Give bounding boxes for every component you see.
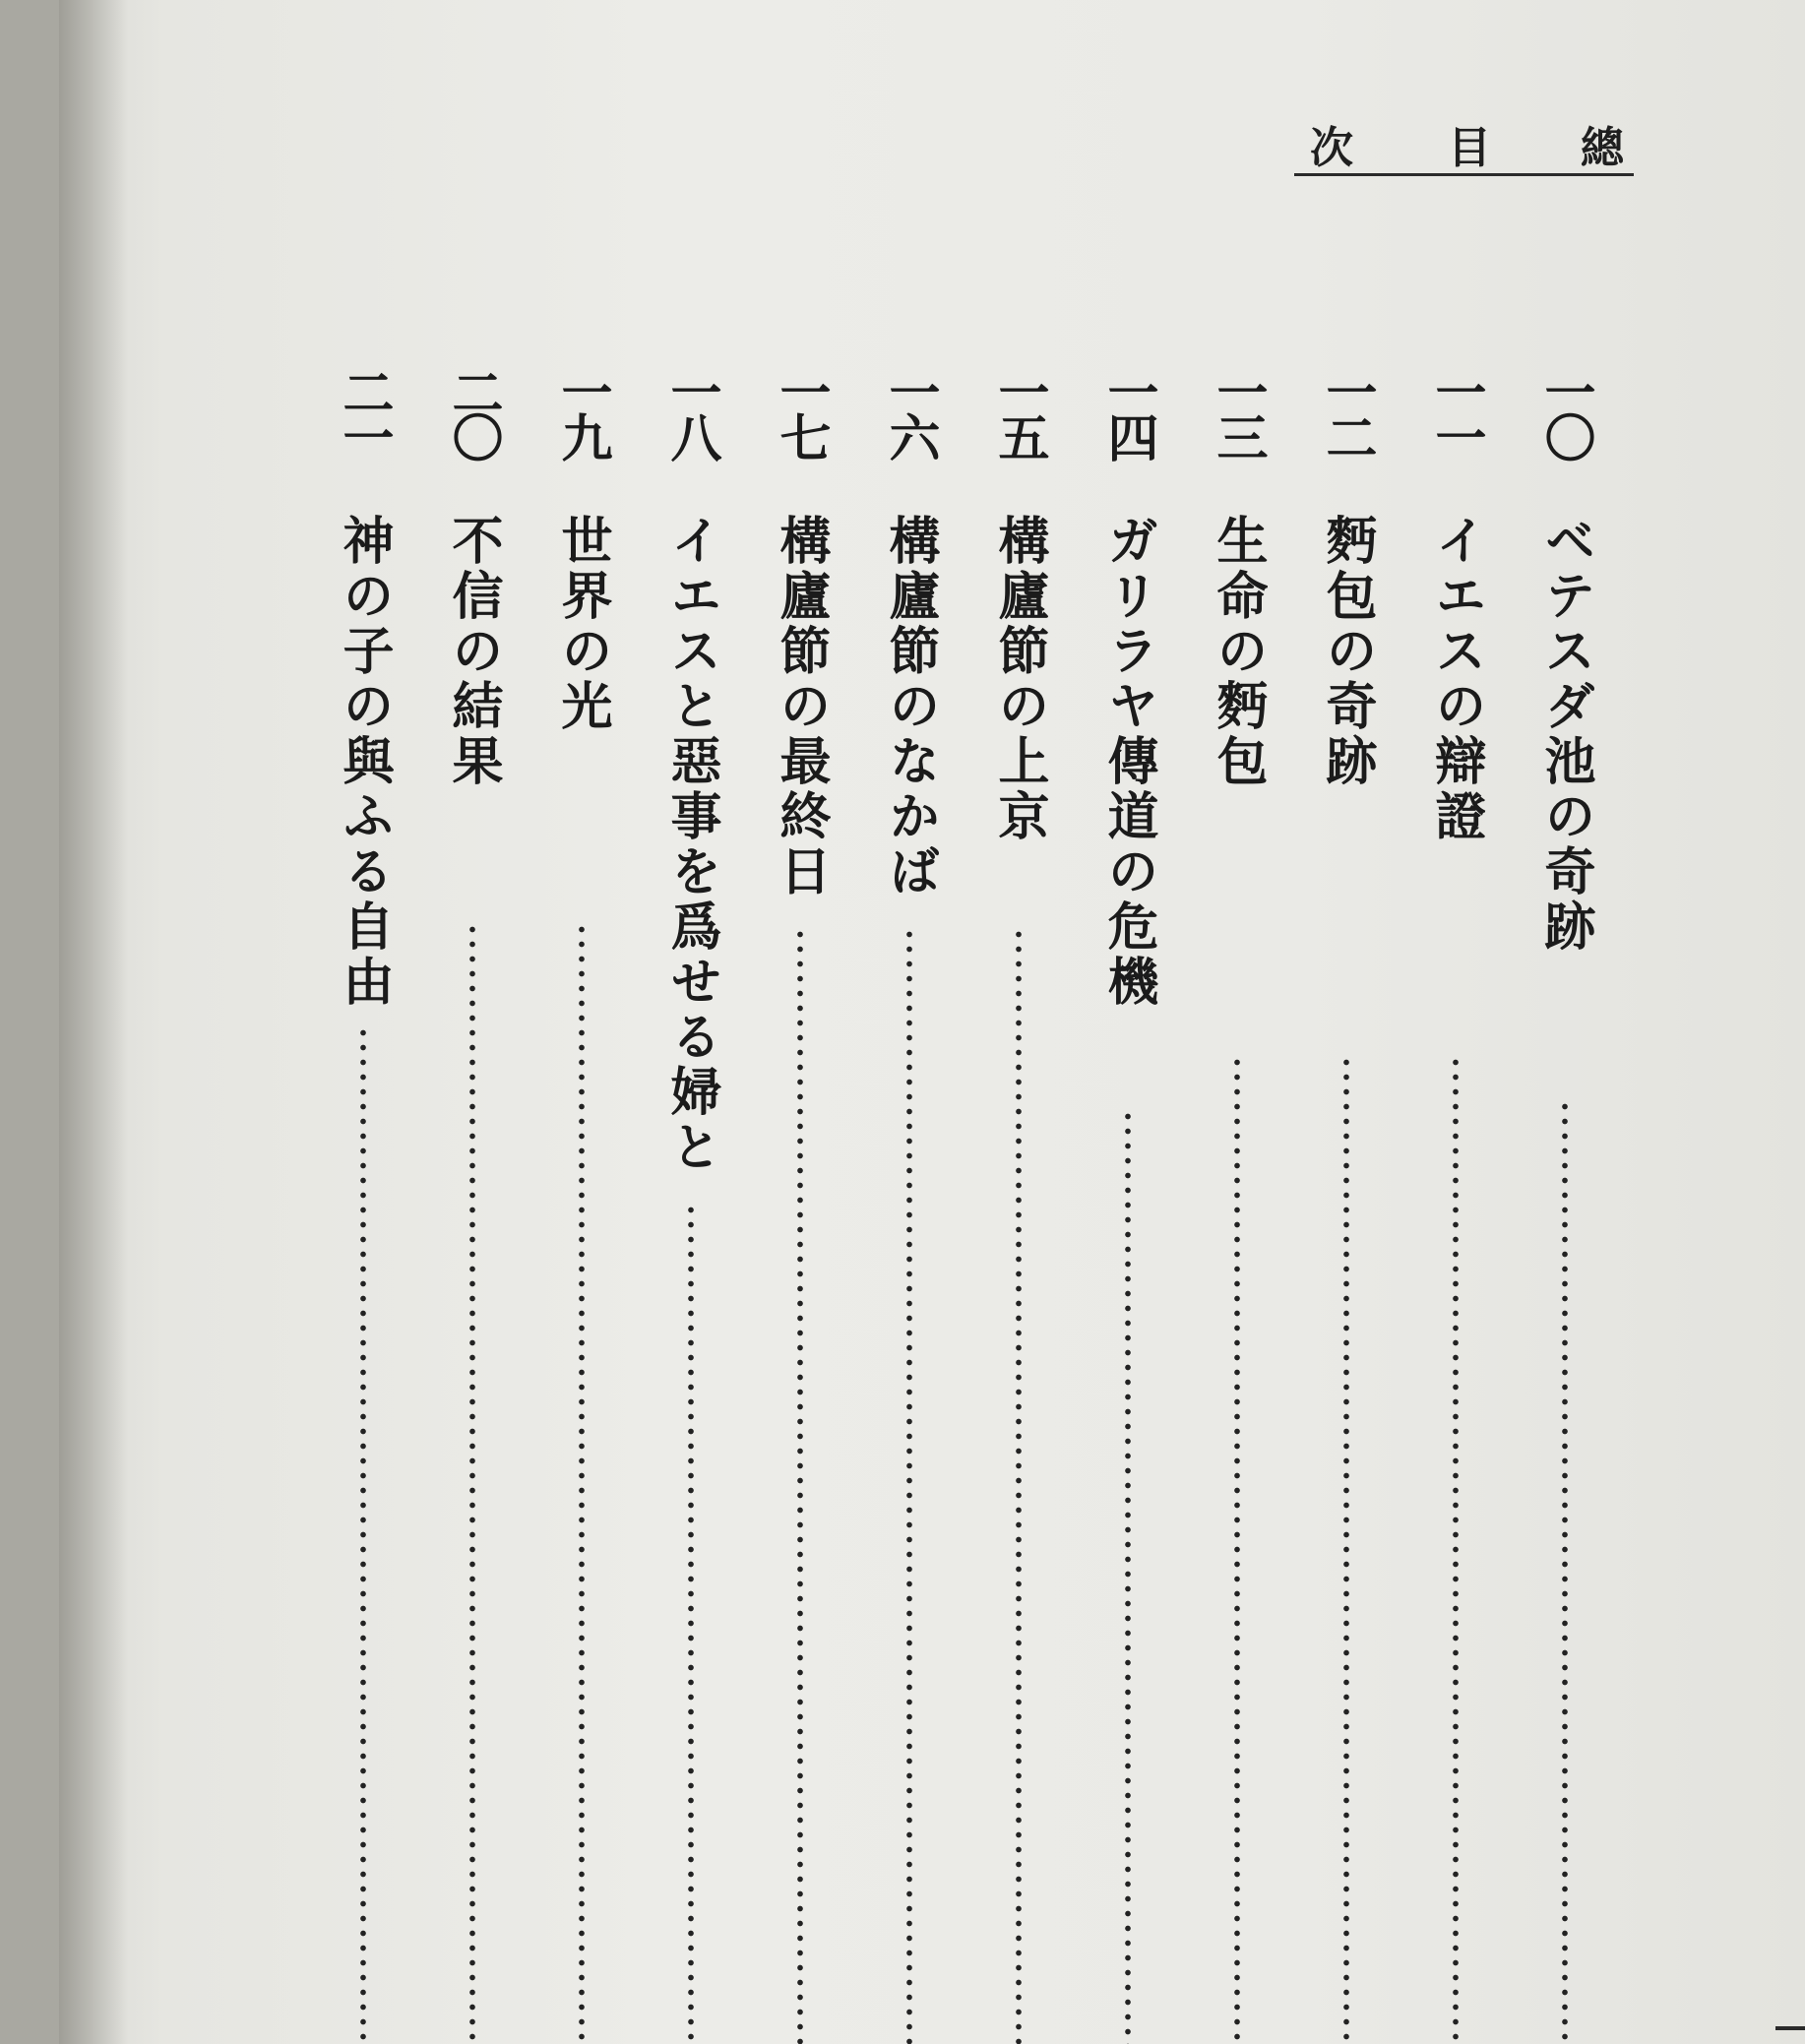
dot-leader — [578, 922, 586, 2044]
toc-entry — [659, 366, 722, 2044]
dot-leader — [359, 1025, 367, 2044]
entry-number: 一三 — [1208, 366, 1268, 457]
entry-number: 一五 — [989, 366, 1049, 457]
dot-leader — [796, 927, 804, 2044]
dot-leader — [1233, 1055, 1241, 2044]
toc-entry — [550, 366, 613, 2044]
entry-title: イエスの辯證 — [1426, 514, 1486, 844]
entry-title: ベテスダ池の奇跡 — [1535, 514, 1595, 955]
entry-number: 二一 — [334, 366, 394, 457]
toc-entry — [1096, 366, 1159, 2044]
dot-leader — [905, 927, 913, 2044]
entry-title: イエスと惡事を爲せる婦と — [661, 514, 721, 1175]
entry-title: 構廬節の最終日 — [771, 514, 831, 899]
toc-entry — [878, 366, 941, 2044]
toc-entry — [441, 366, 504, 2044]
header-char: 次 — [1310, 123, 1353, 173]
dot-leader — [468, 922, 476, 2044]
toc-entry — [1533, 366, 1596, 2044]
toc-entry — [987, 366, 1050, 2044]
entry-title: 不信の結果 — [443, 514, 503, 789]
entry-title: ガリラヤ傳道の危機 — [1098, 514, 1158, 1010]
entry-number: 一六 — [880, 366, 940, 457]
header-char: 總 — [1581, 123, 1624, 173]
section-header — [1294, 104, 1634, 176]
page-edge-mark — [1775, 2026, 1805, 2030]
entry-title: 麪包の奇跡 — [1317, 514, 1377, 789]
toc-entry — [1315, 366, 1378, 2044]
entry-title: 生命の麪包 — [1208, 514, 1268, 789]
toc-entry — [1206, 366, 1269, 2044]
entry-number: 一四 — [1098, 366, 1158, 457]
entry-title: 神の子の與ふる自由 — [334, 514, 394, 1010]
entry-number: 一八 — [661, 366, 721, 457]
entry-title: 世界の光 — [552, 514, 612, 734]
entry-number: 一九 — [552, 366, 612, 457]
dot-leader — [1015, 927, 1023, 2044]
dot-leader — [687, 1203, 695, 2044]
entry-number: 一一 — [1426, 366, 1486, 457]
header-char: 目 — [1448, 123, 1491, 173]
toc-entry — [332, 366, 395, 2044]
book-page — [59, 0, 1805, 2044]
entry-title: 構廬節のなかば — [880, 514, 940, 899]
entry-number: 一二 — [1317, 366, 1377, 457]
dot-leader — [1124, 1109, 1132, 2044]
dot-leader — [1561, 1099, 1569, 2044]
toc-entry — [1424, 366, 1487, 2044]
entry-number: 一七 — [771, 366, 831, 457]
entry-title: 構廬節の上京 — [989, 514, 1049, 844]
dot-leader — [1452, 1055, 1460, 2044]
entry-number: 一〇 — [1535, 366, 1595, 457]
dot-leader — [1342, 1055, 1350, 2044]
entry-number: 二〇 — [443, 366, 503, 457]
toc-entry — [769, 366, 832, 2044]
spine-shadow — [59, 0, 128, 2044]
